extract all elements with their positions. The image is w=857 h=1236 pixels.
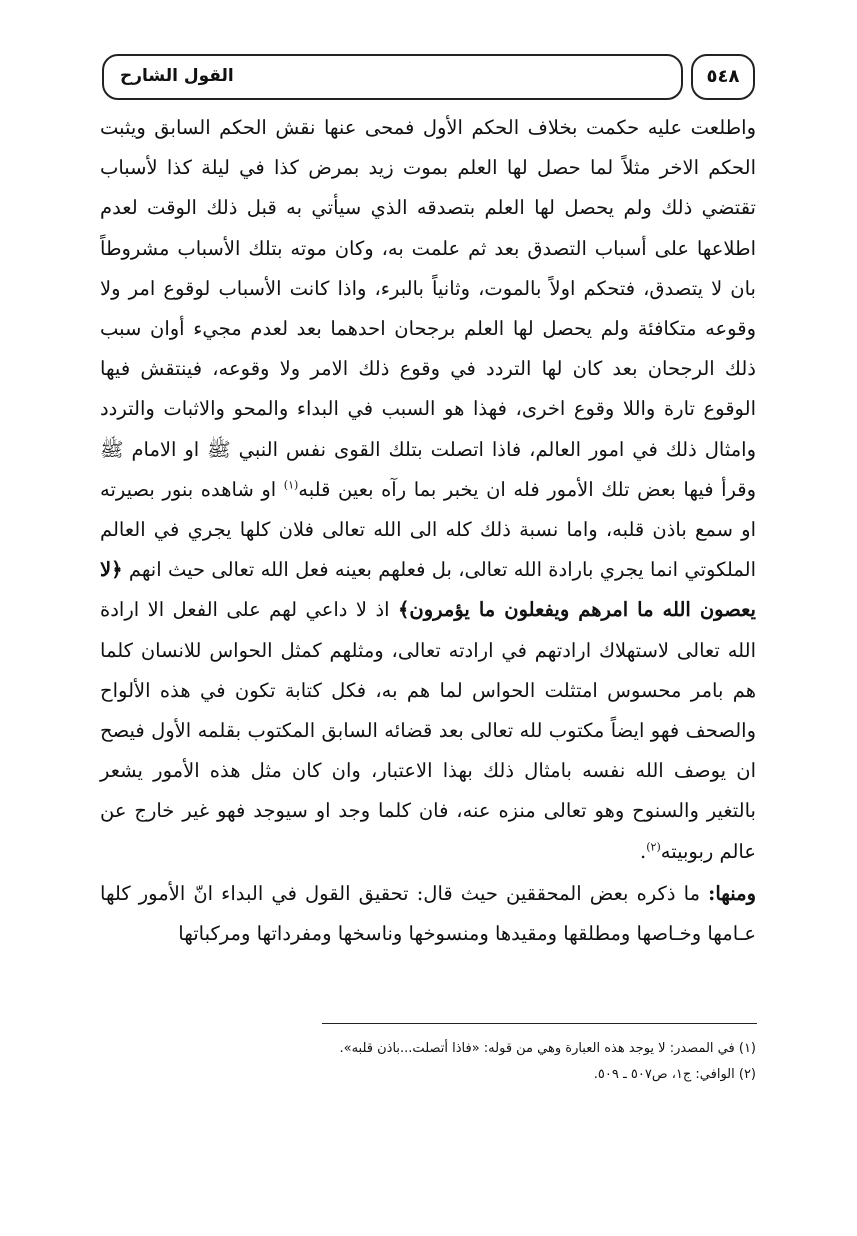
footnote-1: (١) في المصدر: لا يوجد هذه العبارة وهي من قوله: «فاذا أتصلت...باذن قلبه».: [339, 1041, 756, 1056]
footnote-ref-2: (٢): [646, 840, 661, 854]
paragraph-1-part-c: اذ لا داعي لهم على الفعل الا ارادة الله تعالى لاستهلاك ارادتهم في ارادته تعالى، ومثلهم كمثل الحواس للانسان كلما هم بامر محسوس امتثلت الحواس لما هم به، فكل كتابة تكون في هذه الألواح والصحف فهو ايضاً مكتوب لله تعالى بعد قضائه السابق المكتوب بقلمه الأول فيصح ان يوصف الله نفسه بامثال ذلك بهذا الاعتبار، وان كان مثل هذه الأمور يشعر بالتغير والسنوح وهو تعالى منزه عنه، فان كلما وجد او سيوجد فهو غير خارج عن عالم ربوبيته: [100, 598, 757, 863]
paragraph-1-end: .: [640, 839, 647, 863]
page-number: ٥٤٨: [691, 54, 755, 100]
running-header-frame: [102, 54, 683, 100]
paragraph-1: [100, 108, 756, 872]
paragraph-1-part-a: واطلعت عليه حكمت بخلاف الحكم الأول فمحى عنها نقش الحكم السابق ويثبت الحكم الاخر مثلاً لما حصل لها العلم بموت زيد بمرض كذا في ليلة كذا لأسباب تقتضي ذلك ولم يحصل لها العلم بتصدقه الذي سيأتي به قبل ذلك الوقت لعدم اطلاعها على أسباب التصدق بعد ثم علمت به، وكان موته بتلك الأسباب مشروطاً بان لا يتصدق، فتحكم اولاً بالموت، وثانياً بالبرء، واذا كانت الأسباب لوقوع امر ولا وقوعه متكافئة ولم يحصل لها العلم برجحان احدهما بعد لعدم مجيء أوان سبب ذلك الرجحان بعد كان لها التردد في وقوع ذلك الامر ولا وقوعه، فينتقش فيها الوقوع تارة واللا وقوع اخرى، فهذا هو السبب في البداء والمحو والاثبات والتردد وامثال ذلك في امور العالم، فاذا اتصلت بتلك القوى نفس النبي ﷺ او الامام ﷺ وقرأ فيها بعض تلك الأمور فله ان يخبر بما رآه بعين قلبه: [100, 116, 757, 501]
main-text: [100, 108, 756, 954]
paragraph-2-text: ما ذكره بعض المحققين حيث قال: تحقيق القول في البداء انّ الأمور كلها عـامها وخـاصها ومطلقها ومقيدها ومنسوخها وناسخها ومفرداتها ومركباتها: [100, 881, 756, 946]
footnote-divider: [322, 1023, 757, 1024]
footnote-ref-1: (١): [283, 478, 299, 492]
quran-verse: ﴿لا يعصون الله ما امرهم ويفعلون ما يؤمرون﴾: [100, 558, 756, 622]
running-header-title: القول الشارح: [120, 66, 234, 86]
paragraph-2: [100, 874, 756, 954]
paragraph-1-part-b: او شاهده بنور بصيرته او سمع باذن قلبه، واما نسبة ذلك كله الى الله تعالى فلان كلها يجري في العالم الملكوتي انما يجري بارادة الله تعالى، بل فعلهم بعينه فعل الله تعالى حيث انهم: [100, 477, 756, 582]
footnotes: [200, 1036, 756, 1088]
paragraph-2-lead: ومنها:: [708, 881, 756, 905]
footnote-2: (٢) الوافي: ج١، ص٥٠٧ ـ ٥٠٩.: [593, 1067, 756, 1082]
